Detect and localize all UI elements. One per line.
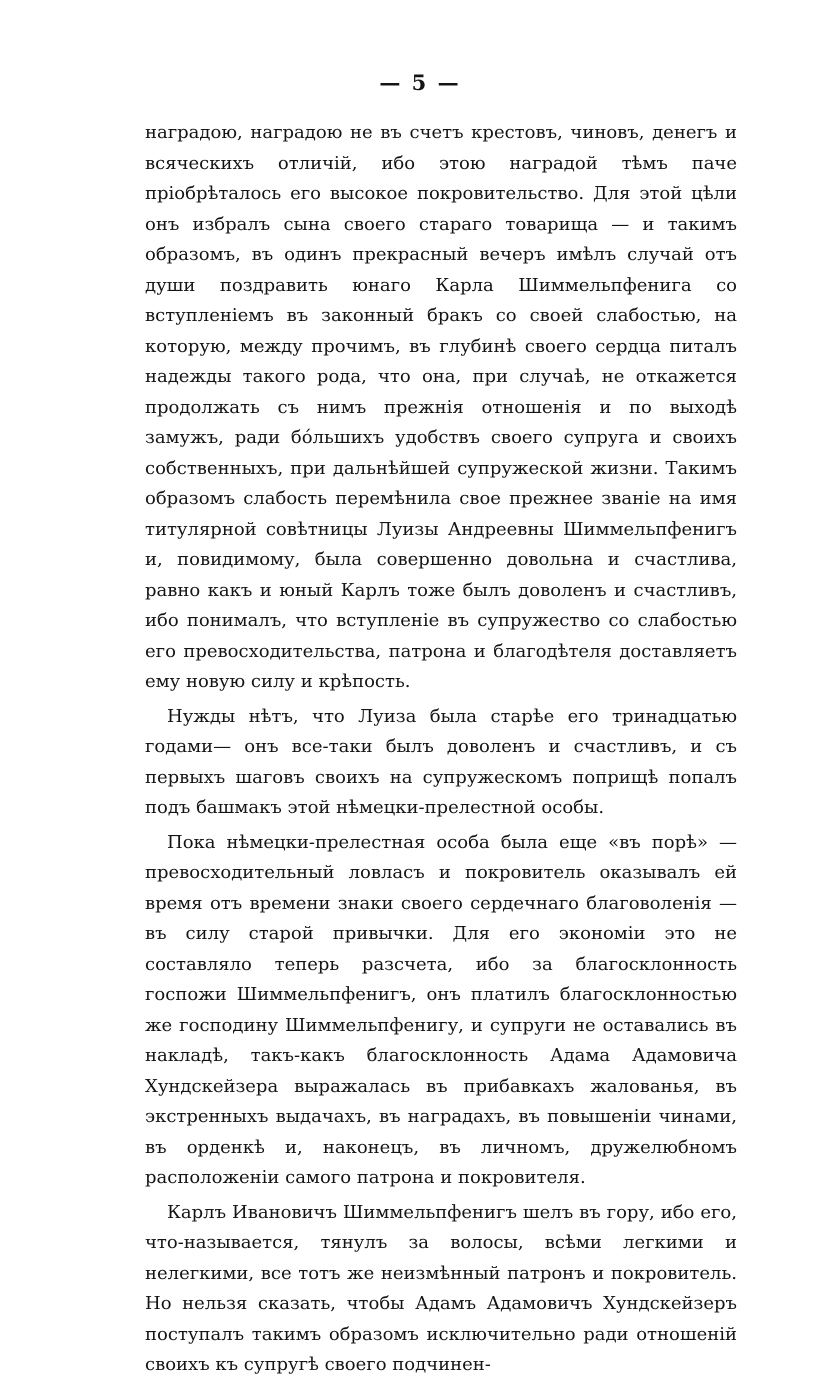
paragraph-2: Нужды нѣтъ, что Луиза была старѣе его тринадцатью годами— онъ все-таки былъ доволенъ и счастливъ, и съ первыхъ шаговъ своихъ на супружескомъ поприщѣ попалъ подъ башмакъ этой нѣмецки-прелестной особы.	[145, 705, 737, 818]
body-text	[145, 118, 737, 1385]
paragraph-1: наградою, наградою не въ счетъ крестовъ, чиновъ, денегъ и всяческихъ отличій, ибо этою наградой тѣмъ паче пріобрѣталось его высокое покровительство. Для этой цѣли онъ избралъ сына своего стараго товарища — и такимъ образомъ, въ одинъ прекрасный вечеръ имѣлъ случай отъ души поздравить юнаго Карла Шиммельпфенига со вступленіемъ въ законный бракъ со своей слабостью, на которую, между прочимъ, въ глубинѣ своего сердца питалъ надежды такого рода, что она, при случаѣ, не откажется продолжать съ нимъ прежнія отношенія и по выходѣ замужъ, ради бóльшихъ удобствъ своего супруга и своихъ собственныхъ, при дальнѣйшей супружеской жизни. Такимъ образомъ слабость перемѣнила свое прежнее званіе на имя титулярной совѣтницы Луизы Андреевны Шиммельпфенигъ и, повидимому, была совершенно довольна и счастлива, равно какъ и юный Карлъ тоже былъ доволенъ и счастливъ, ибо понималъ, что вступленіе въ супружество со слабостью его превосходительства, патрона и благодѣтеля доставляетъ ему новую силу и крѣпость.	[145, 122, 737, 692]
paragraph-3: Пока нѣмецки-прелестная особа была еще «въ порѣ» — превосходительный ловласъ и покровитель оказывалъ ей время отъ времени знаки своего сердечнаго благоволенія — въ силу старой привычки. Для его экономіи это не составляло теперь разсчета, ибо за благосклонность госпожи Шиммельпфенигъ, онъ платилъ благосклонностью же господину Шиммельпфенигу, и супруги не оставались въ накладѣ, такъ-какъ благосклонность Адама Адамовича Хундскейзера выражалась въ прибавкахъ жалованья, въ экстренныхъ выдачахъ, въ наградахъ, въ повышеніи чинами, въ орденкѣ и, наконецъ, въ личномъ, дружелюбномъ расположеніи самого патрона и покровителя.	[145, 831, 737, 1188]
page-number: — 5 —	[379, 70, 461, 95]
paragraph-4: Карлъ Ивановичъ Шиммельпфенигъ шелъ въ гору, ибо его, что-называется, тянулъ за волосы, всѣми легкими и нелегкими, все тотъ же неизмѣнный патронъ и покровитель. Но нельзя сказать, чтобы Адамъ Адамовичъ Хундскейзеръ поступалъ такимъ образомъ исключительно ради отношеній своихъ къ супругѣ своего подчинен-	[145, 1201, 737, 1375]
